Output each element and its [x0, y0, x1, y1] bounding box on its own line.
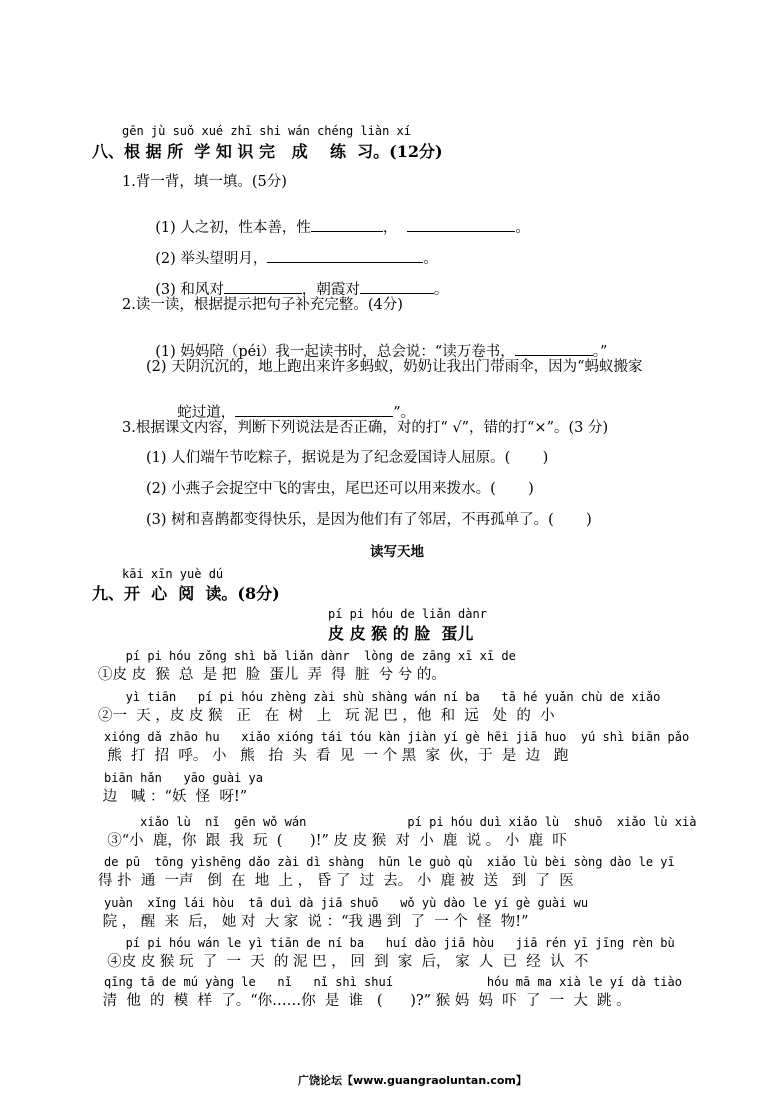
q1-c-blank2[interactable]	[360, 279, 434, 294]
q1-a-blank1[interactable]	[311, 217, 383, 232]
q2-b2-text: 蛇过道，	[177, 405, 236, 421]
q3-b: (2) 小燕子会捉空中飞的害虫，尾巴还可以用来拨水。( )	[146, 481, 534, 497]
section8-title: 八、根 据 所 学 知 识 完 成 练 习。(12分)	[92, 142, 443, 161]
story-pinyin-line: xiǎo lù nǐ gēn wǒ wán pí pi hóu duì xiǎo lù shuō xiǎo lù xià	[104, 815, 697, 829]
q1-c-blank1[interactable]	[224, 279, 302, 294]
q1-a-end: 。	[515, 220, 530, 236]
story-text-line: 边 喊 ：“妖 怪 呀!”	[98, 789, 248, 805]
story-text-line: 清 他 的 模 样 了。“你……你 是 谁 ( )?” 猴 妈 妈 吓 了 一 大 跳 。	[98, 993, 631, 1009]
q2-b2-end: ”。	[393, 405, 416, 421]
q1-a-text: (1) 人之初，性本善，性	[155, 220, 311, 236]
q2-b-blank[interactable]	[235, 402, 393, 417]
story-pinyin-line: yì tiān pí pi hóu zhèng zài shù shàng wán ní ba tā hé yuǎn chù de xiǎo	[104, 690, 661, 704]
q2-stem: 2.读一读，根据提示把句子补充完整。(4分)	[122, 297, 403, 313]
reading-heading: 读写天地	[370, 544, 424, 560]
q2-a-blank[interactable]	[515, 341, 593, 356]
story-title: 皮 皮 猴 的 脸 蛋儿	[328, 624, 474, 643]
story-text-line: 院 ， 醒 来 后， 她 对 大 家 说 ：“我 遇 到 了 一 个 怪 物!”	[98, 914, 529, 930]
story-pinyin-line: pí pi hóu wán le yì tiān de ní ba huí dào jiā hòu jiā rén yī jīng rèn bù	[104, 936, 675, 950]
q1-c-end: 。	[433, 282, 449, 298]
q1-c-mid: ，朝霞对	[301, 282, 360, 298]
section9-pinyin: kāi xīn yuè dú	[122, 567, 224, 581]
story-text-line: 熊 打 招 呼。 小 熊 抬 头 看 见 一 个 黑 家 伙，于 是 边 跑	[98, 748, 569, 764]
story-pinyin-line: xióng dǎ zhāo hu xiǎo xióng tái tóu kàn jiàn yí gè hēi jiā huo yú shì biān pǎo	[104, 730, 690, 744]
q2-b1: (2) 天阴沉沉的，地上跑出来许多蚂蚁，奶奶让我出门带雨伞，因为“蚂蚁搬家	[146, 359, 643, 375]
story-text-line: ③“小 鹿，你 跟 我 玩 ( )!” 皮 皮 猴 对 小 鹿 说 。 小 鹿 吓	[98, 833, 567, 849]
story-text-line: ④皮 皮 猴 玩 了 一 天 的 泥 巴 ， 回 到 家 后， 家 人 已 经 认 不	[98, 954, 589, 970]
story-text-line: 得 扑 通 一声 倒 在 地 上 ， 昏 了 过 去。 小 鹿 被 送 到 了 医	[98, 873, 574, 889]
section8-pinyin: gēn jù suǒ xué zhī shi wán chéng liàn xí	[122, 124, 411, 138]
q1-b-text: (2) 举头望明月，	[155, 251, 268, 267]
story-pinyin-line: biān hǎn yāo guài ya	[104, 771, 263, 785]
story-pinyin-line: de pū tōng yìshēng dǎo zài dì shàng hūn le guò qù xiǎo lù bèi sòng dào le yī	[104, 855, 675, 869]
story-text-line: ①皮 皮 猴 总 是 把 脸 蛋儿 弄 得 脏 兮 兮 的。	[98, 667, 446, 683]
story-pinyin-line: yuàn xǐng lái hòu tā duì dà jiā shuō wǒ yù dào le yí gè guài wu	[104, 896, 589, 910]
q3-stem: 3.根据课文内容，判断下列说法是否正确，对的打“ √”，错的打“×”。(3 分)	[122, 420, 609, 436]
q1-b-end: 。	[423, 251, 438, 267]
q1-stem: 1.背一背，填一填。(5分)	[122, 174, 287, 190]
story-pinyin-line: pí pi hóu zǒng shì bǎ liǎn dànr lòng de zāng xī xī de	[104, 649, 516, 663]
story-text-line: ②一 天 ，皮 皮 猴 正 在 树 上 玩 泥 巴 ，他 和 远 处 的 小	[98, 708, 555, 724]
q3-a: (1) 人们端午节吃粽子，据说是为了纪念爱国诗人屈原。( )	[146, 450, 549, 466]
q2-a-text: (1) 妈妈陪（péi）我一起读书时，总会说：“读万卷书，	[155, 344, 515, 360]
q1-a-blank2[interactable]	[407, 217, 515, 232]
section9-title: 九、开 心 阅 读。(8分)	[92, 584, 280, 603]
q3-c: (3) 树和喜鹊都变得快乐，是因为他们有了邻居，不再孤单了。( )	[146, 512, 592, 528]
story-title-pinyin: pí pi hóu de liǎn dànr	[328, 607, 487, 621]
q1-b-blank[interactable]	[267, 248, 423, 263]
q1-c-text: (3) 和风对	[155, 282, 224, 298]
q1-a-sep: ，	[382, 220, 398, 236]
footer-source: 广饶论坛【www.guangraoluntan.com】	[298, 1074, 527, 1087]
story-pinyin-line: qīng tā de mú yàng le nǐ nǐ shì shuí hóu mā ma xià le yí dà tiào	[104, 975, 682, 989]
q2-a-end: 。”	[592, 344, 608, 360]
